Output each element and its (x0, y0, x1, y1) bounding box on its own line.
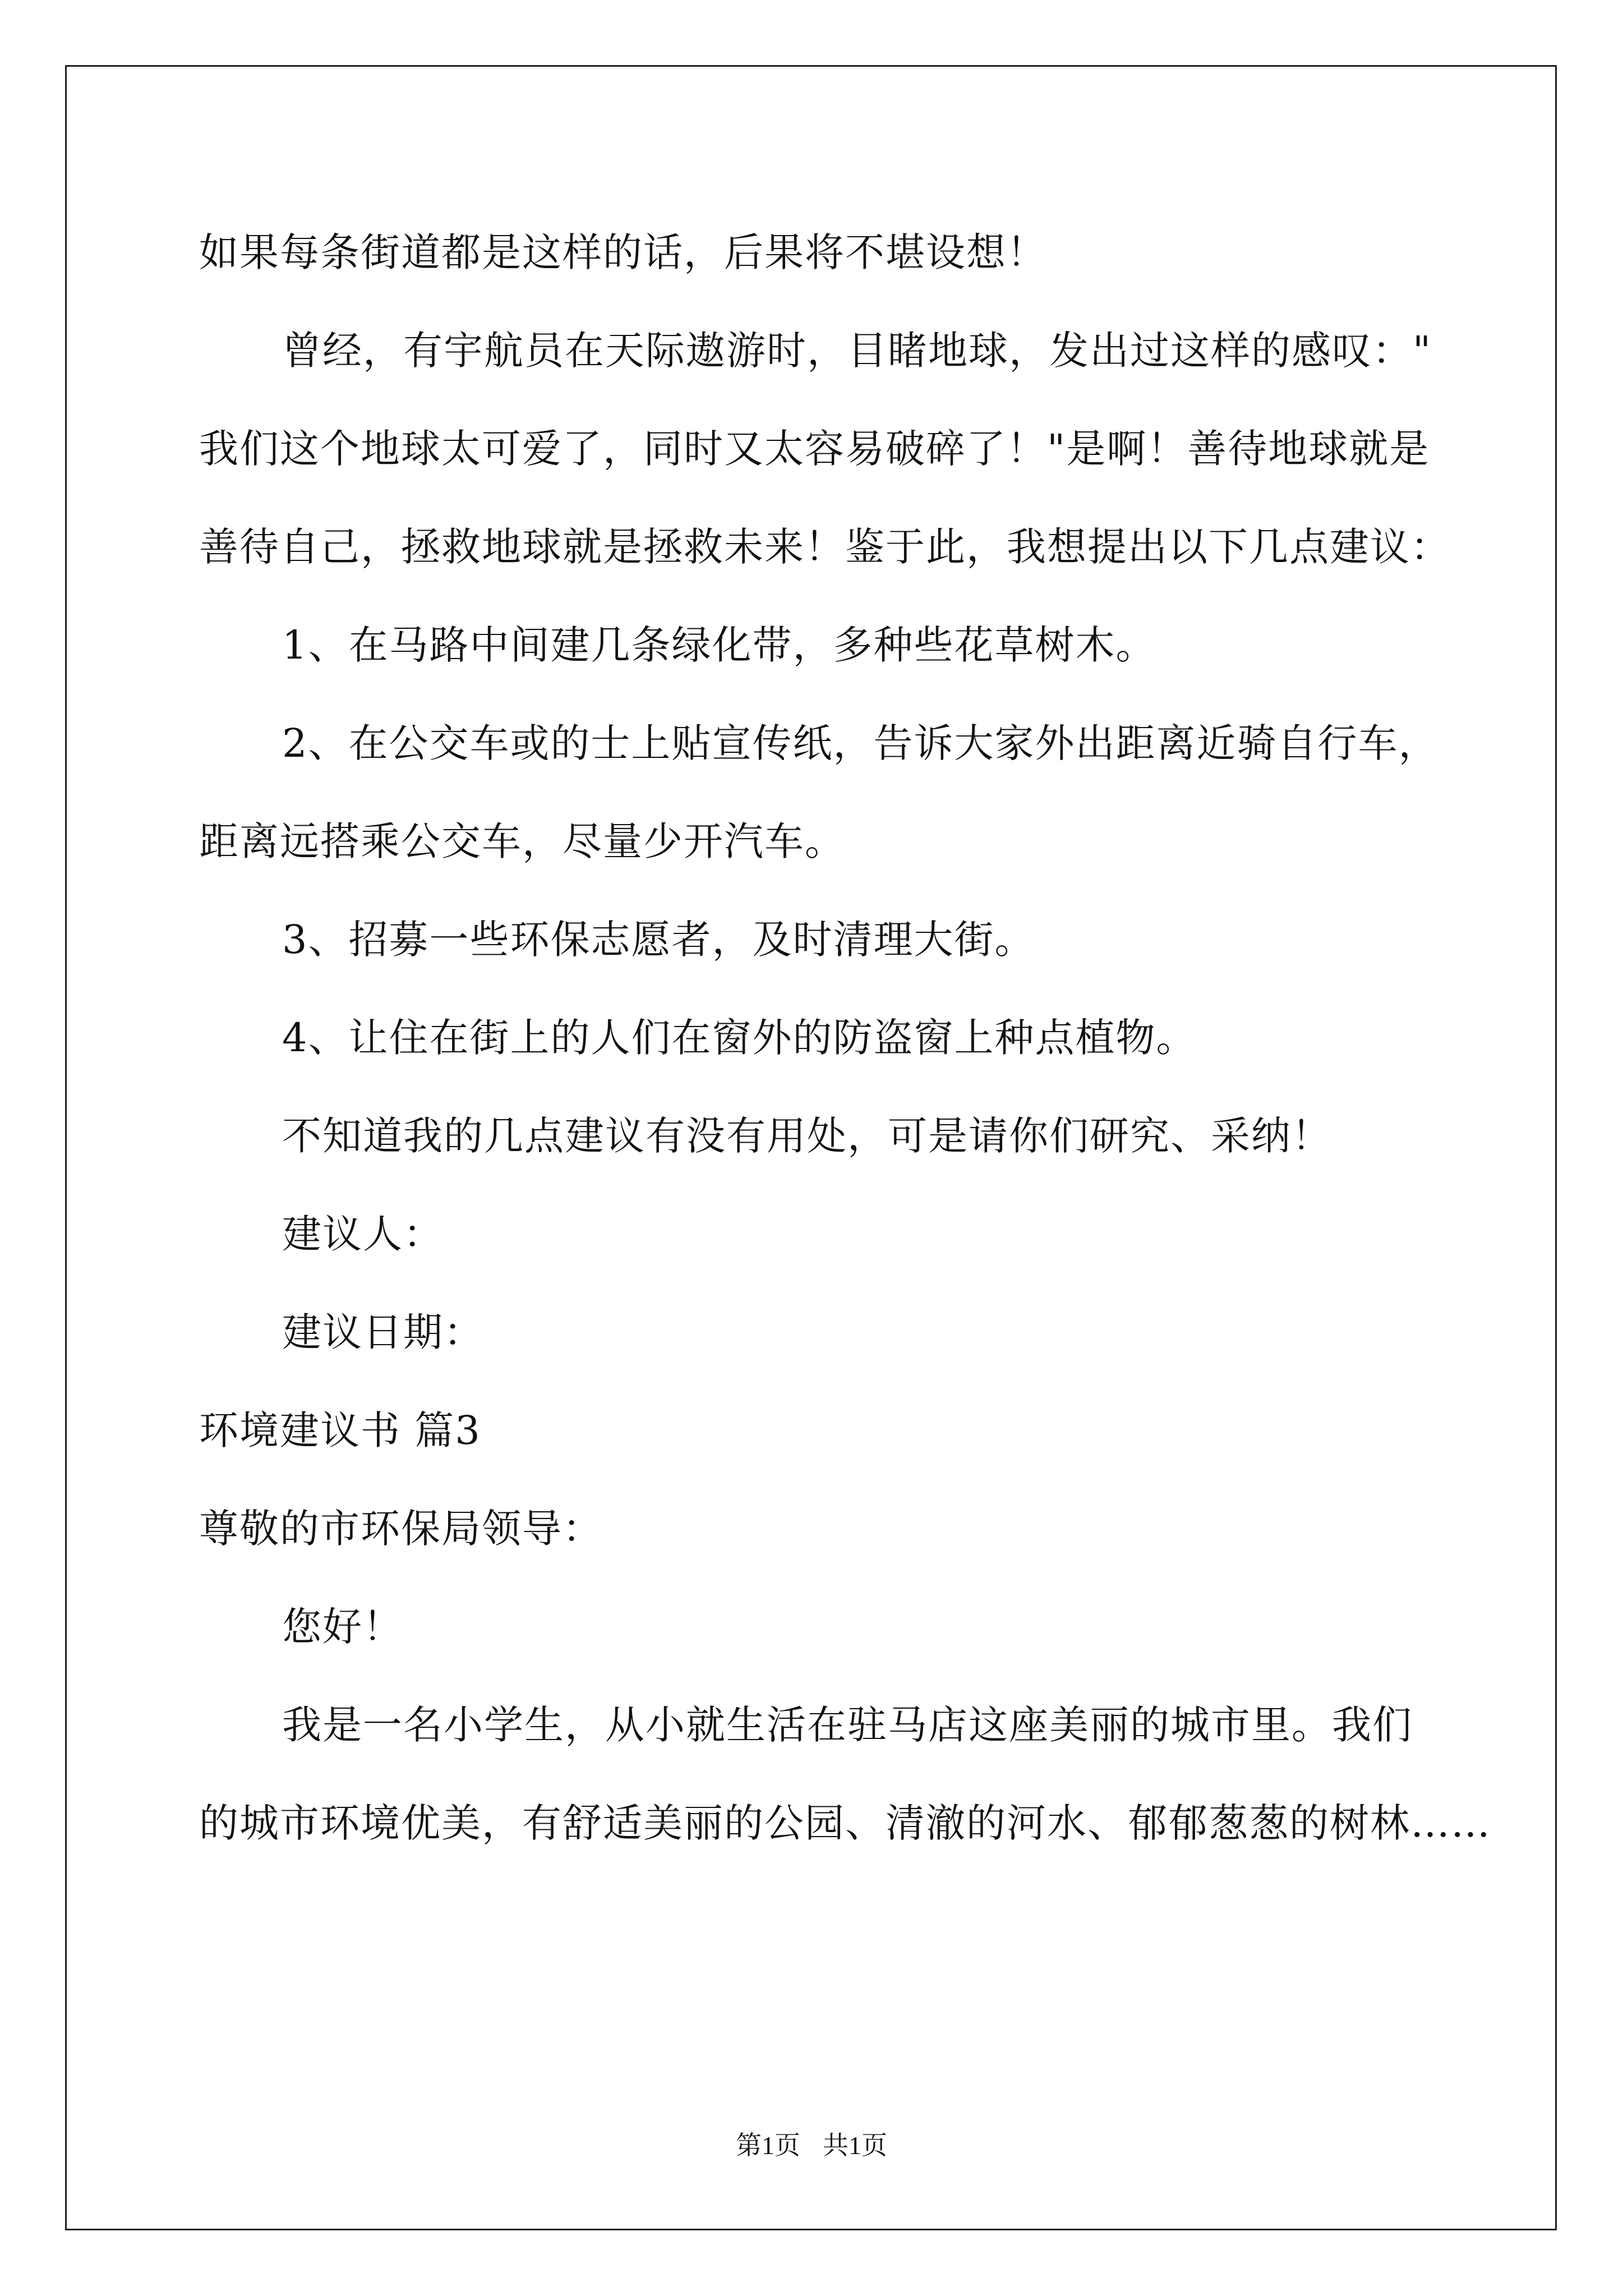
list-item: 3、招募一些环保志愿者，及时清理大街。 (282, 917, 1035, 963)
text-line: 如果每条街道都是这样的话，后果将不堪设想！ (199, 229, 1047, 275)
page-number: 第1页 (736, 2131, 800, 2160)
signature-label: 建议人： (282, 1211, 444, 1257)
text-line: 距离远搭乘公交车，尽量少开汽车。 (199, 818, 845, 864)
salutation: 尊敬的市环保局领导： (199, 1506, 603, 1552)
list-item: 4、让住在街上的人们在窗外的防盗窗上种点植物。 (282, 1015, 1197, 1061)
section-heading: 环境建议书 篇3 (199, 1407, 481, 1453)
text-line: 的城市环境优美，有舒适美丽的公园、清澈的河水、郁郁葱葱的树林…… (199, 1800, 1491, 1846)
text-line: 我们这个地球太可爱了，同时又太容易破碎了！"是啊！善待地球就是 (199, 426, 1430, 472)
page-footer (0, 2129, 1623, 2162)
greeting: 您好！ (282, 1604, 403, 1650)
list-item: 2、在公交车或的士上贴宣传纸，告诉大家外出距离近骑自行车， (282, 720, 1439, 766)
text-line: 善待自己，拯救地球就是拯救未来！鉴于此，我想提出以下几点建议： (199, 524, 1451, 570)
text-line: 曾经，有宇航员在天际遨游时，目睹地球，发出过这样的感叹：" (282, 328, 1432, 374)
page-total: 共1页 (823, 2131, 887, 2160)
date-label: 建议日期： (282, 1309, 484, 1355)
text-line: 我是一名小学生，从小就生活在驻马店这座美丽的城市里。我们 (282, 1702, 1413, 1748)
list-item: 1、在马路中间建几条绿化带，多种些花草树木。 (282, 622, 1156, 668)
text-line: 不知道我的几点建议有没有用处，可是请你们研究、采纳！ (282, 1113, 1332, 1159)
